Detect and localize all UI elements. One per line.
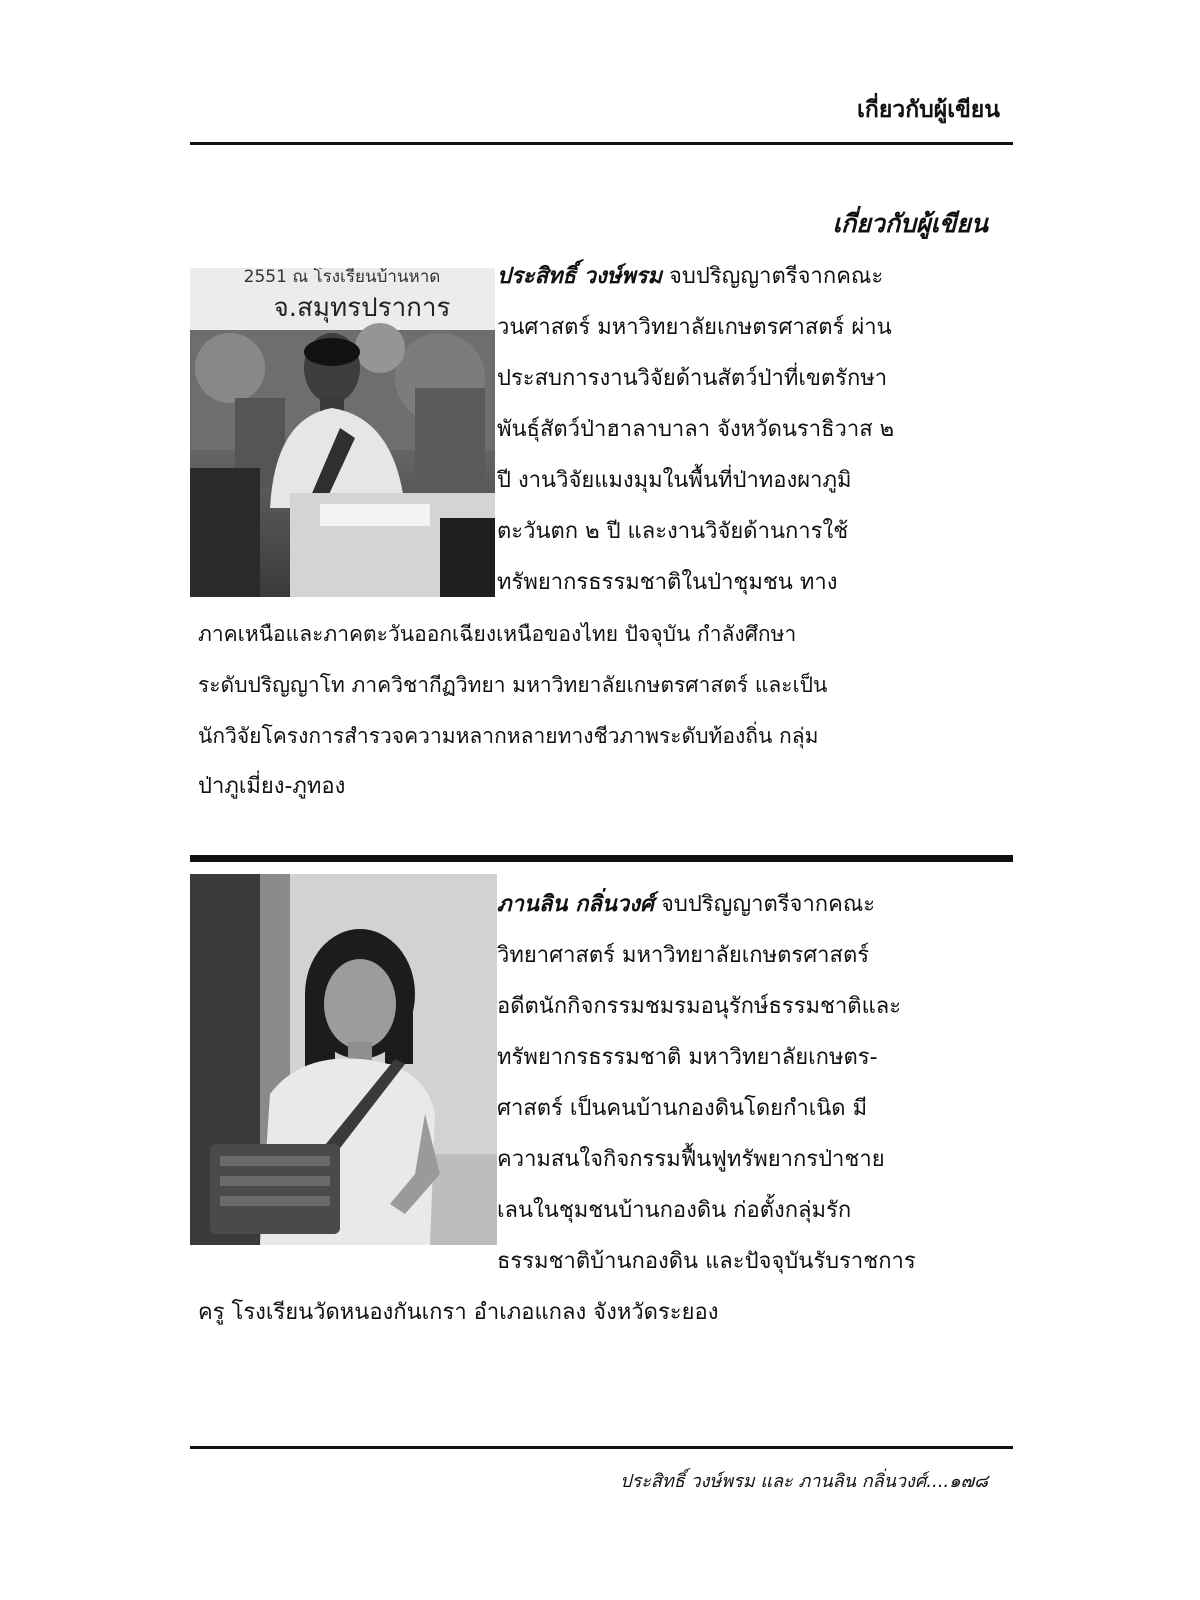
bio-line: วนศาสตร์ มหาวิทยาลัยเกษตรศาสตร์ ผ่าน bbox=[497, 315, 892, 340]
author-name-prasit: ประสิทธิ์ วงษ์พรม bbox=[497, 264, 663, 289]
bio-line: เลนในชุมชนบ้านกองดิน ก่อตั้งกลุ่มรัก bbox=[497, 1198, 852, 1223]
bio-line: นักวิจัยโครงการสำรวจความหลากหลายทางชีวภาพระดับท้องถิ่น กลุ่ม bbox=[198, 724, 819, 748]
section-title: เกี่ยวกับผู้เขียน bbox=[832, 209, 988, 238]
bio-line: ทรัพยากรธรรมชาติ มหาวิทยาลัยเกษตร- bbox=[497, 1045, 878, 1070]
bio-line: วิทยาศาสตร์ มหาวิทยาลัยเกษตรศาสตร์ bbox=[497, 943, 870, 968]
author-photo-prasit bbox=[190, 268, 495, 597]
photo-sign-text: จ.สมุทรปราการ bbox=[273, 293, 451, 323]
author-name-panlin: ภานลิน กลิ่นวงศ์ bbox=[497, 892, 654, 917]
bio-line-1 bbox=[497, 262, 883, 292]
bio-line: ความสนใจกิจกรรมฟื้นฟูทรัพยากรป่าชาย bbox=[497, 1147, 885, 1172]
bio-line: ภาคเหนือและภาคตะวันออกเฉียงเหนือของไทย ปัจจุบัน กำลังศึกษา bbox=[198, 622, 797, 646]
bio-line: ปี งานวิจัยแมงมุมในพื้นที่ป่าทองผาภูมิ bbox=[497, 468, 852, 493]
section-divider bbox=[190, 855, 1013, 862]
bio-line: ตะวันตก ๒ ปี และงานวิจัยด้านการใช้ bbox=[497, 519, 849, 544]
footer-rule bbox=[190, 1446, 1013, 1449]
running-footer: ประสิทธิ์ วงษ์พรม และ ภานลิน กลิ่นวงศ์....๑๗๘ bbox=[620, 1471, 988, 1492]
bio-text: จบปริญญาตรีจากคณะ bbox=[653, 892, 876, 917]
header-rule bbox=[190, 142, 1013, 145]
bio-line: อดีตนักกิจกรรมชมรมอนุรักษ์ธรรมชาติและ bbox=[497, 994, 902, 1019]
bio-line: ศาสตร์ เป็นคนบ้านกองดินโดยกำเนิด มี bbox=[497, 1096, 868, 1121]
bio-line: พันธุ์สัตว์ป่าฮาลาบาลา จังหวัดนราธิวาส ๒ bbox=[497, 417, 895, 442]
bio-line: ธรรมชาติบ้านกองดิน และปัจจุบันรับราชการ bbox=[497, 1249, 916, 1274]
bio-line: ทรัพยากรธรรมชาติในป่าชุมชน ทาง bbox=[497, 570, 838, 595]
bio-line: ระดับปริญญาโท ภาควิชากีฏวิทยา มหาวิทยาลัยเกษตรศาสตร์ และเป็น bbox=[198, 673, 828, 697]
photo-banner-text: 2551 ณ โรงเรียนบ้านหาด bbox=[243, 268, 441, 287]
bio-line: ป่าภูเมี่ยง-ภูทอง bbox=[198, 774, 346, 799]
bio-line: ครู โรงเรียนวัดหนองกันเกรา อำเภอแกลง จังหวัดระยอง bbox=[198, 1300, 719, 1325]
bio-line-1 bbox=[497, 890, 875, 920]
running-header: เกี่ยวกับผู้เขียน bbox=[857, 97, 1000, 123]
author-photo-panlin bbox=[190, 874, 497, 1245]
bio-text: จบปริญญาตรีจากคณะ bbox=[662, 264, 884, 289]
bio-line: ประสบการงานวิจัยด้านสัตว์ป่าที่เขตรักษา bbox=[497, 366, 888, 391]
